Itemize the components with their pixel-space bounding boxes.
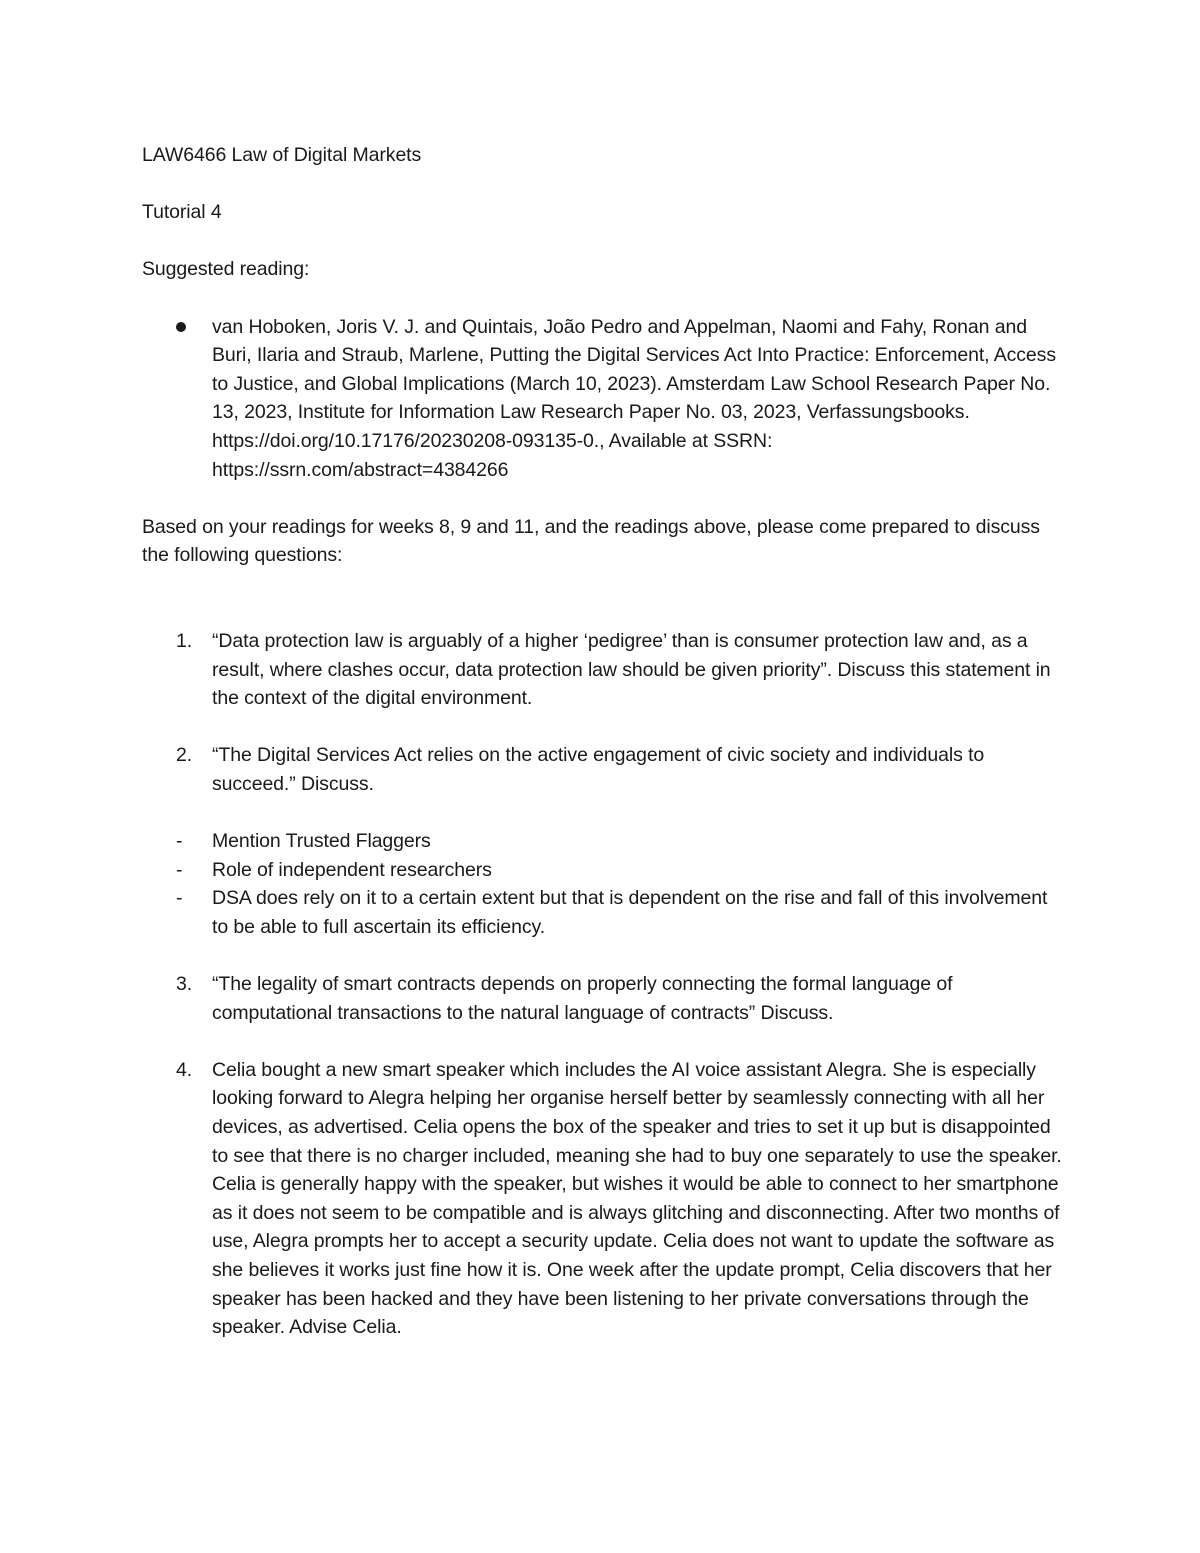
question-number: 1. — [176, 629, 193, 652]
note-text: Role of independent researchers — [212, 858, 492, 881]
question-text: “The Digital Services Act relies on the active engagement of civic society and individuals to succeed.” Discuss. — [212, 744, 985, 795]
question-item — [142, 970, 1062, 1027]
question-text: “Data protection law is arguably of a higher ‘pedigree’ than is consumer protection law and, as a result, where clashes occur, data protection law should be given priority”. Discuss this statement in the context of the digital environment. — [212, 629, 1051, 710]
intro-paragraph: Based on your readings for weeks 8, 9 and 11, and the readings above, please come prepared to discuss the following questions: — [142, 515, 1040, 567]
notes-list — [142, 827, 1062, 941]
bullet-icon — [176, 322, 186, 332]
question-text: “The legality of smart contracts depends on properly connecting the formal language of computational transactions to the natural language of contracts” Discuss. — [212, 973, 953, 1024]
reading-list — [142, 313, 1062, 485]
reading-text: van Hoboken, Joris V. J. and Quintais, João Pedro and Appelman, Naomi and Fahy, Ronan and Buri, Ilaria and Straub, Marlene, Putting the Digital Services Act Into Practice: Enforcement, Access to Justice, and Global Implications (March 10, 2023). Amsterdam Law School Research Paper No. 13, 2023, Institute for Information Law Research Paper No. 03, 2023, Verfassungsbooks. https://doi.org/10.17176/20230208-093135-0., Available at SSRN: https://ssrn.com/abstract=4384266 — [212, 315, 1056, 481]
note-text: Mention Trusted Flaggers — [212, 830, 431, 853]
dash-icon: - — [176, 858, 183, 881]
question-item — [142, 627, 1062, 713]
note-item — [142, 827, 1062, 856]
course-title: LAW6466 Law of Digital Markets — [142, 144, 422, 166]
tutorial-title: Tutorial 4 — [142, 201, 222, 224]
note-text: DSA does rely on it to a certain extent but that is dependent on the rise and fall of this involvement to be able to full ascertain its efficiency. — [212, 887, 1048, 938]
question-number: 4. — [176, 1058, 193, 1081]
reading-heading: Suggested reading: — [142, 258, 310, 281]
dash-icon: - — [176, 830, 183, 853]
question-item — [142, 1056, 1062, 1342]
reading-item — [142, 313, 1062, 485]
question-item — [142, 741, 1062, 798]
question-number: 3. — [176, 973, 193, 996]
question-number: 2. — [176, 744, 193, 767]
note-item — [142, 884, 1062, 941]
question-text: Celia bought a new smart speaker which includes the AI voice assistant Alegra. She is especially looking forward to Alegra helping her organise herself better by seamlessly connecting with all her devices, as advertised. Celia opens the box of the speaker and tries to set it up but is disappointed to see that there is no charger included, meaning she had to buy one separately to use the speaker. Celia is generally happy with the speaker, but wishes it would be able to connect to her smartphone as it does not seem to be compatible and is always glitching and disconnecting. After two months of use, Alegra prompts her to accept a security update. Celia does not want to update the software as she believes it works just fine how it is. One week after the update prompt, Celia discovers that her speaker has been hacked and they have been listening to her private conversations through the speaker. Advise Celia. — [212, 1058, 1062, 1339]
document-page — [142, 141, 1062, 1370]
dash-icon: - — [176, 887, 183, 910]
note-item — [142, 856, 1062, 885]
